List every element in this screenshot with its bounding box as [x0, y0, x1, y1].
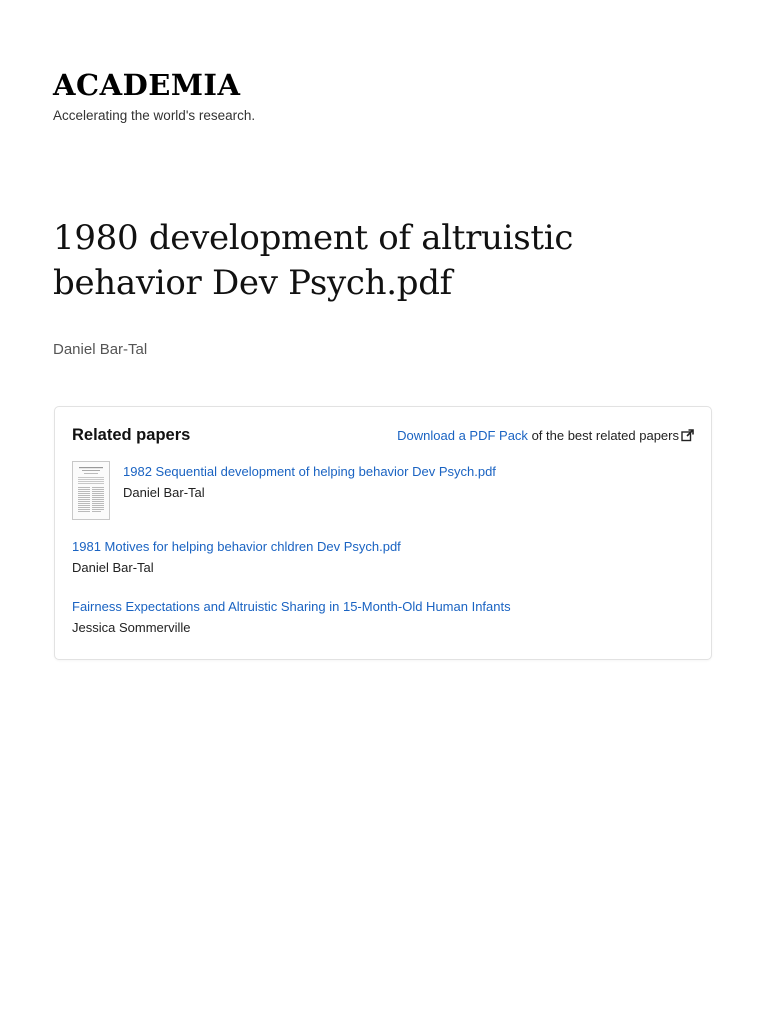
related-paper-link[interactable]: 1982 Sequential development of helping behavior Dev Psych.pdf — [123, 464, 496, 479]
related-paper-author: Daniel Bar-Tal — [123, 485, 205, 500]
related-papers-panel — [54, 406, 712, 660]
download-pdf-pack — [397, 427, 694, 447]
related-paper-item — [72, 461, 694, 523]
document-title: 1980 development of altruistic behavior Dev Psych.pdf — [53, 218, 574, 303]
external-link-icon[interactable] — [681, 429, 694, 447]
document-thumbnail[interactable] — [72, 461, 110, 520]
related-paper-text — [123, 463, 496, 502]
related-paper-link[interactable]: 1981 Motives for helping behavior chldren Dev Psych.pdf — [72, 539, 401, 554]
related-papers-header — [72, 423, 694, 447]
related-paper-item — [72, 538, 694, 577]
academia-logo: ACADEMIA — [53, 68, 241, 102]
brand-tagline: Accelerating the world's research. — [53, 108, 256, 123]
document-author: Daniel Bar-Tal — [53, 341, 148, 358]
download-pdf-pack-link[interactable]: Download a PDF Pack — [397, 428, 528, 443]
related-paper-author: Daniel Bar-Tal — [72, 560, 154, 575]
download-pdf-pack-suffix: of the best related papers — [531, 428, 679, 443]
related-paper-item — [72, 598, 694, 637]
related-paper-link[interactable]: Fairness Expectations and Altruistic Sharing in 15-Month-Old Human Infants — [72, 599, 511, 614]
related-paper-author: Jessica Sommerville — [72, 620, 191, 635]
related-papers-heading: Related papers — [72, 426, 191, 444]
